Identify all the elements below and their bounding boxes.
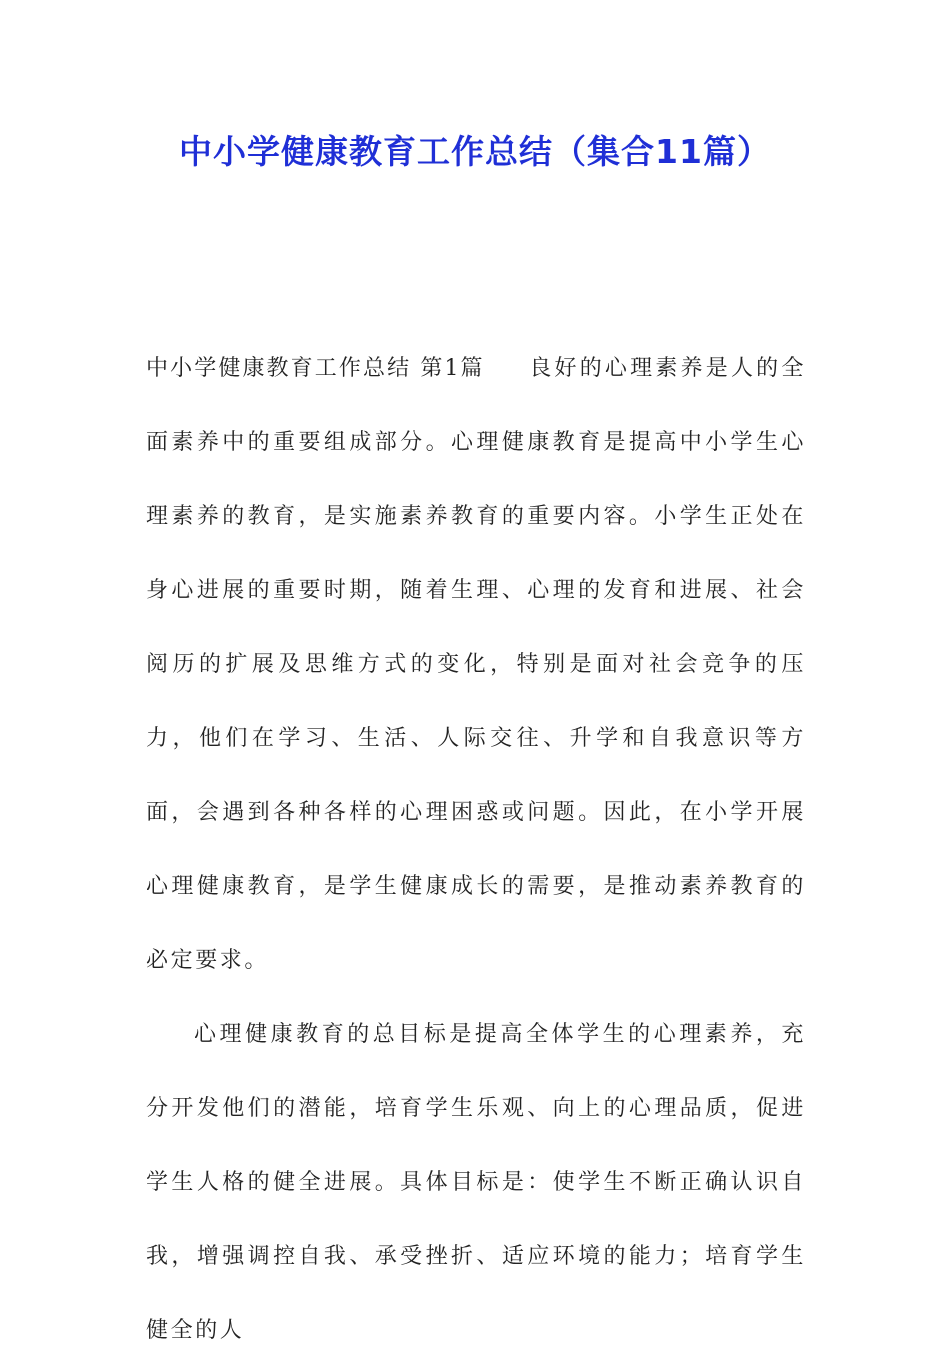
paragraph-2: 心理健康教育的总目标是提高全体学生的心理素养，充分开发他们的潜能，培育学生乐观、向上的心理品质，促进学生人格的健全进展。具体目标是：使学生不断正确认识自我，增强调控自我、承受挫折、适应环境的能力；培育学生健全的人 <box>146 1022 806 1343</box>
paragraph-1 <box>146 332 806 998</box>
paragraph-1-text: 良好的心理素养是人的全面素养中的重要组成部分。心理健康教育是提高中小学生心理素养的教育，是实施素养教育的重要内容。小学生正处在身心进展的重要时期，随着生理、心理的发育和进展、社会阅历的扩展及思维方式的变化，特别是面对社会竞争的压力，他们在学习、生活、人际交往、升学和自我意识等方面，会遇到各种各样的心理困惑或问题。因此，在小学开展心理健康教育，是学生健康成长的需要，是推动素养教育的必定要求。 <box>146 356 806 973</box>
document-body <box>146 332 806 1368</box>
section-heading: 中小学健康教育工作总结 第1篇 <box>146 356 485 381</box>
document-title: 中小学健康教育工作总结（集合11篇） <box>179 132 771 171</box>
